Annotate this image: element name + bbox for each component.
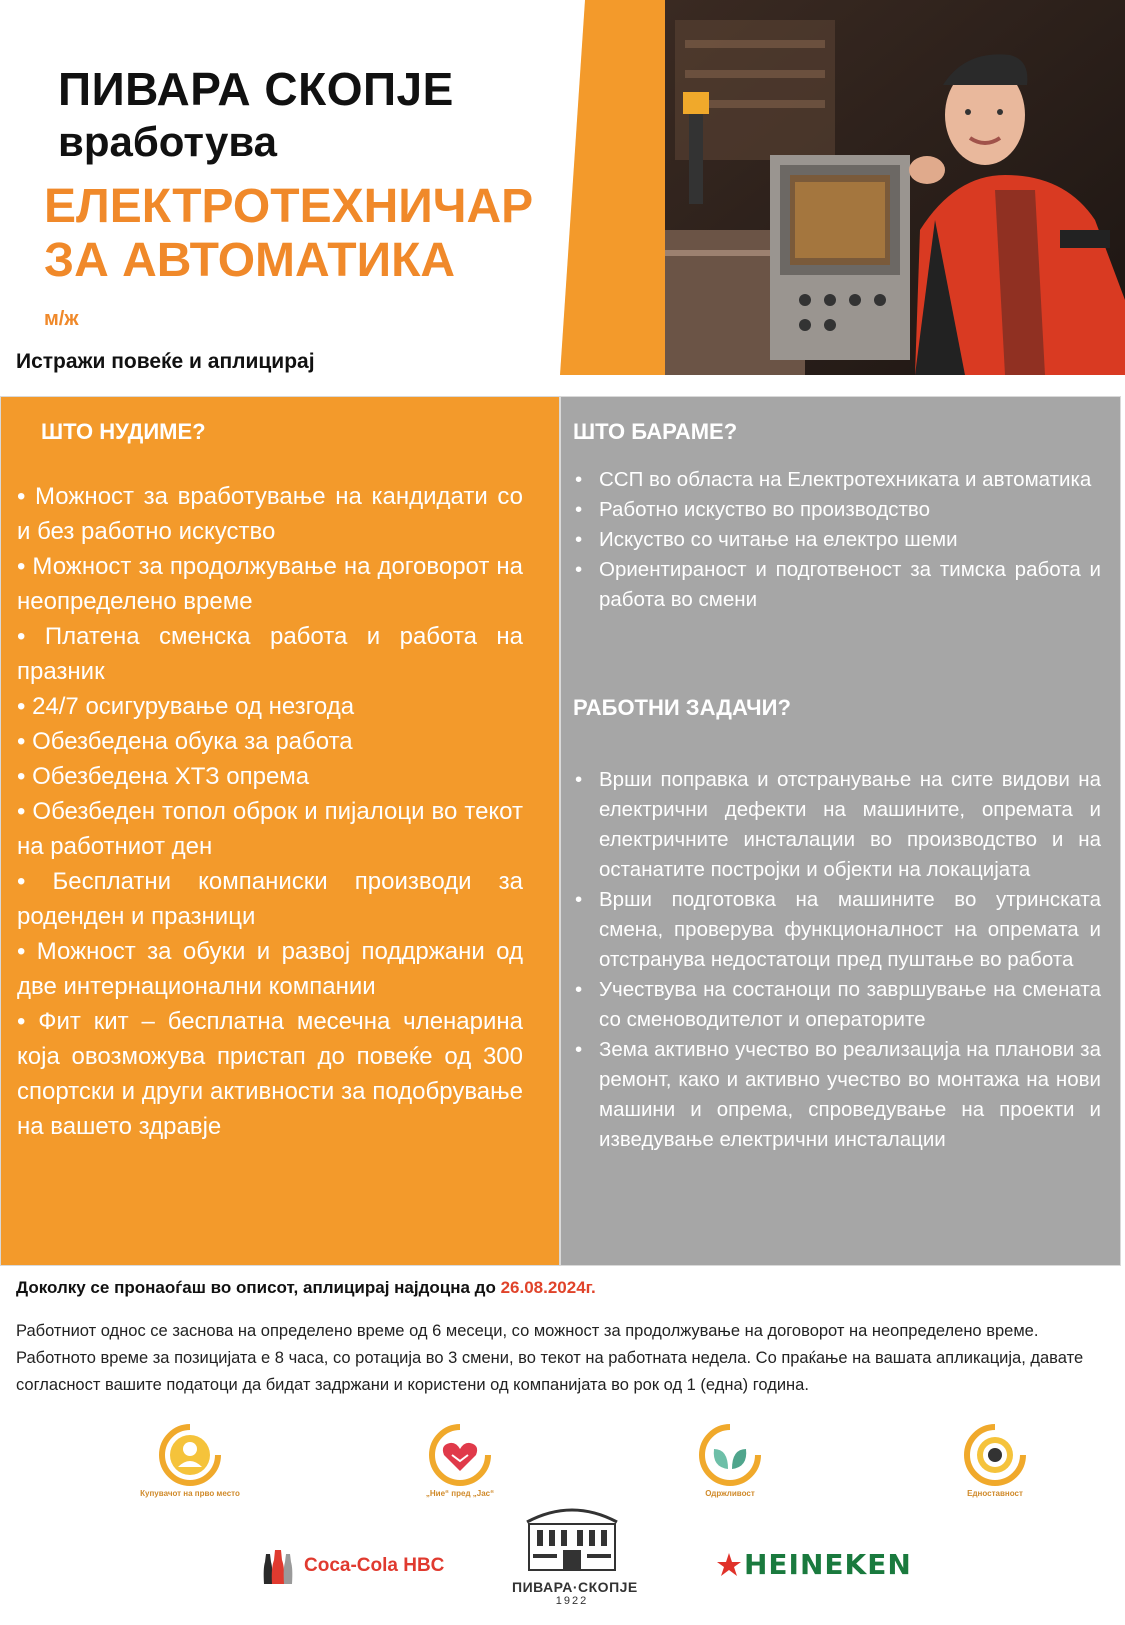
position-line-2: ЗА АВТОМАТИКА — [44, 234, 456, 287]
explore-apply-link[interactable]: Истражи повеќе и аплицирај — [16, 350, 315, 373]
deadline-date: 26.08.2024г. — [500, 1278, 596, 1297]
value-caption: Купувачот на прво место — [140, 1489, 240, 1498]
requirement-item: • Искуство со читање на електро шеми — [573, 525, 1101, 555]
heineken-logo — [716, 1548, 912, 1581]
person-icon — [158, 1423, 222, 1487]
brewery-building-icon — [517, 1502, 627, 1572]
target-icon — [963, 1423, 1027, 1487]
value-badge-simplicity — [930, 1423, 1060, 1498]
offer-item: • Можност за вработување на кандидати со и без работно искуство — [17, 483, 523, 545]
requirements-list — [573, 465, 1101, 615]
hiring-label: вработува — [58, 118, 277, 165]
task-item: • Врши поправка и отстранување на сите видови на електрични дефекти на машините, опремата и електричните инсталации во производство и на останатите постројки и објекти на локацијата — [573, 765, 1101, 885]
position-title — [44, 180, 533, 288]
requirements-panel — [560, 396, 1121, 1266]
tasks-title: РАБОТНИ ЗАДАЧИ? — [573, 695, 791, 720]
deadline-line — [16, 1278, 596, 1298]
header-photo — [665, 0, 1125, 375]
value-badge-customer — [125, 1423, 255, 1498]
offer-item: • Обезбедена обука за работа — [17, 728, 353, 755]
header — [0, 0, 1125, 375]
leaves-icon — [698, 1423, 762, 1487]
offer-item: • 24/7 осигурување од незгода — [17, 693, 355, 720]
offer-item: • Платена сменска работа и работа на празник — [17, 623, 523, 685]
value-caption: „Ние“ пред „Јас“ — [425, 1489, 495, 1498]
brewery-name: ПИВАРА·СКОПЈЕ — [512, 1579, 638, 1595]
offer-item: • Фит кит – бесплатна месечна членарина која овозможува пристап до повеќе од 300 спортски и други активности за подобрување на вашето здравје — [17, 1008, 523, 1140]
value-badge-sustainability — [665, 1423, 795, 1498]
employment-note: Работниот однос се заснова на определено време од 6 месеци, со можност за продолжување на договорот на неопределено време. Работното време за позицијата е 8 часа, со ротација во 3 смени, во текот на работната недела. Со праќање на вашата апликација, давате согласност вашите податоци да бидат задржани и користени од компанијата во рок од 1 (една) година. — [16, 1322, 1084, 1394]
requirement-item: • Работно искуство во производство — [573, 495, 1101, 525]
heineken-text: HEINEKEN — [744, 1548, 912, 1581]
requirement-item: • ССП во областа на Електротехниката и автоматика — [573, 465, 1101, 495]
heart-handshake-icon — [428, 1423, 492, 1487]
task-item: • Учествува на состаноци по завршување на смената со сменоводителот и операторите — [573, 975, 1101, 1035]
brewery-year: 1922 — [555, 1595, 589, 1607]
tasks-list — [573, 765, 1101, 1155]
brewery-logo — [512, 1502, 638, 1607]
offer-item: • Можност за продолжување на договорот на неопределено време — [17, 553, 523, 615]
cocacola-hbc-logo — [262, 1546, 444, 1586]
requirement-item: • Ориентираност и подготвеност за тимска работа и работа во смени — [573, 555, 1101, 615]
deadline-text: Доколку се пронаоѓаш во описот, аплицирај најдоцна до — [16, 1278, 501, 1297]
offer-item: • Можност за обуки и развој поддржани од две интернационални компании — [17, 938, 523, 1000]
offer-panel — [0, 396, 560, 1266]
offer-title: ШТО НУДИМЕ? — [41, 419, 206, 444]
offer-item: • Обезбедена ХТЗ опрема — [17, 763, 310, 790]
value-caption: Одржливост — [705, 1489, 755, 1498]
requirements-title: ШТО БАРАМЕ? — [573, 419, 738, 444]
company-title: ПИВАРА СКОПЈЕ — [58, 63, 454, 115]
red-star-icon — [716, 1552, 742, 1578]
task-item: • Врши подготовка на машините во утринската смена, проверува функционалност на опремата и отстранува недостатоци пред пуштање во работа — [573, 885, 1101, 975]
orange-stripe — [560, 0, 680, 375]
position-line-1: ЕЛЕКТРОТЕХНИЧАР — [44, 180, 534, 233]
offer-item: • Бесплатни компаниски производи за роденден и празници — [17, 868, 523, 930]
value-badge-we — [395, 1423, 525, 1498]
offer-item: • Обезбеден топол оброк и пијалоци во текот на работниот ден — [17, 798, 523, 860]
value-caption: Едноставност — [967, 1489, 1023, 1498]
task-item: • Зема активно учество во реализација на планови за ремонт, како и активно учество во монтажа на нови машини и опрема, спроведување на проекти и изведување електрични инсталации — [573, 1035, 1101, 1155]
gender-label: м/ж — [44, 308, 79, 330]
cocacola-hbc-text: Coca-Cola HBC — [304, 1555, 445, 1576]
bottles-icon — [262, 1546, 294, 1586]
offer-list — [17, 479, 523, 1144]
